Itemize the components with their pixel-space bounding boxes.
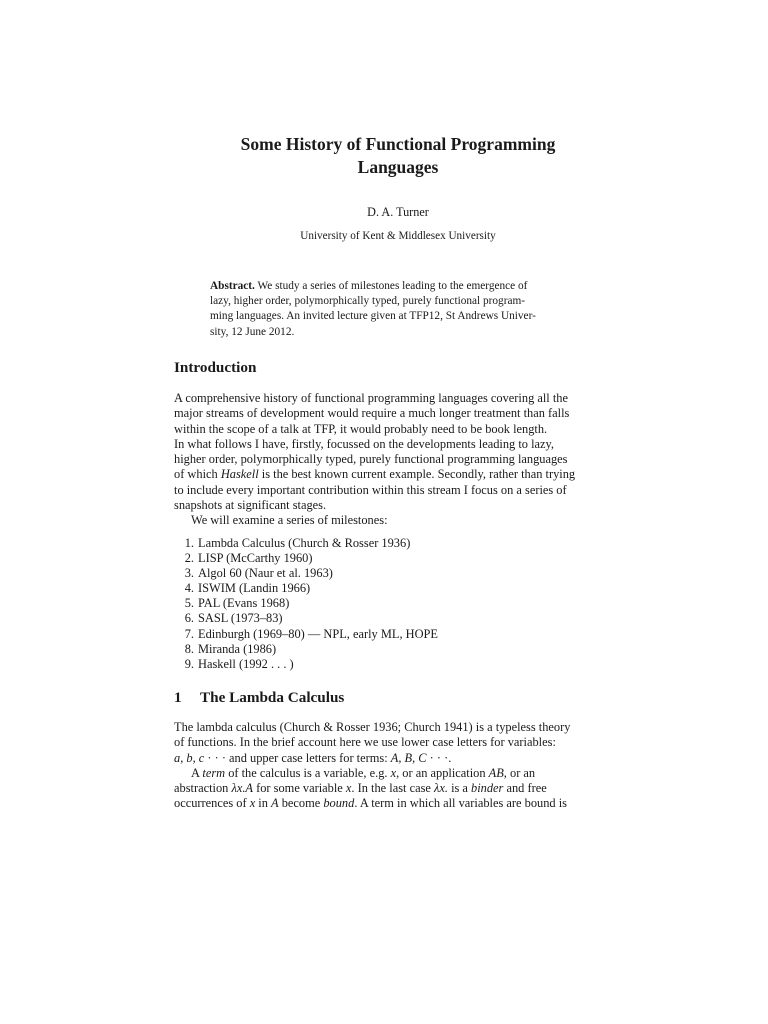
text-line: A comprehensive history of functional programming languages covering all the [174,391,568,405]
text-line: of functions. In the brief account here we use lower case letters for variables: [174,735,556,750]
text-run: is a [447,781,472,796]
list-item [174,657,438,672]
text-line [174,781,622,796]
text-line: major streams of development would require a much longer treatment than falls [174,406,570,421]
paper-title [174,133,622,179]
list-number: 5. [184,596,194,611]
list-item [174,551,438,566]
math-terms: A, B, C [390,750,427,765]
text-run: become [278,796,324,811]
text-line: to include every important contribution within this stream I focus on a series of [174,482,567,497]
math-var: x [345,781,352,796]
list-number: 9. [184,656,194,671]
text-run: A [191,765,203,780]
math-var: x [390,765,397,780]
list-text: Algol 60 (Naur et al. 1963) [198,566,333,581]
list-text: LISP (McCarthy 1960) [198,551,313,566]
section-title: The Lambda Calculus [200,689,345,706]
text-line [174,467,622,482]
math-term: A [271,796,279,811]
text-run: , or an application [396,765,489,780]
text-run: . A term in which all variables are bound is [354,796,567,811]
text-run: of the calculus is a variable, e.g. [225,765,391,780]
list-item [174,566,438,581]
term-emphasis: term [202,765,226,780]
abstract-label: Abstract. [210,280,255,292]
abstract-line: We study a series of milestones leading to the emergence of [254,280,528,292]
math-vars: a, b, c [174,750,205,765]
text-line [174,796,622,811]
text-run: . In the last case [351,781,434,796]
bound-emphasis: bound [323,796,355,811]
list-number: 1. [184,536,194,550]
text-line: snapshots at significant stages. [174,498,327,513]
list-number: 2. [184,551,194,566]
abstract-line: ming languages. An invited lecture given at TFP12, St Andrews Univer- [210,310,536,323]
list-item [174,627,438,642]
text-run: and free [503,781,547,796]
text-line: In what follows I have, firstly, focussed on the developments leading to lazy, [174,436,554,451]
text-line: higher order, polymorphically typed, purely functional programming languages [174,452,568,467]
text-line: The lambda calculus (Church & Rosser 1936; Church 1941) is a typeless theory [174,720,571,734]
list-item [174,642,438,657]
text-run: of which [174,467,221,482]
text-run: , or an [503,765,536,780]
list-item [174,596,438,611]
list-text: Miranda (1986) [198,641,277,656]
abstract [210,279,586,340]
list-text: Lambda Calculus (Church & Rosser 1936) [198,536,411,550]
intro-heading: Introduction [174,359,257,376]
title-line-2: Languages [357,157,439,177]
text-run: · · ·. [426,750,452,765]
text-run: occurrences of [174,796,250,811]
list-number: 6. [184,611,194,626]
intro-paragraph-1 [174,391,622,529]
math-abstraction: λx.A [231,781,254,796]
text-run: abstraction [174,781,232,796]
text-run: in [255,796,272,811]
section-1-paragraph-1 [174,720,622,812]
author-name: D. A. Turner [367,205,429,219]
binder-emphasis: binder [471,781,504,796]
list-number: 3. [184,566,194,581]
text-line [174,751,622,766]
text-line [174,766,622,781]
intro-paragraph-2: We will examine a series of milestones: [191,513,388,528]
text-run: · · · and upper case letters for terms: [204,750,391,765]
section-number: 1 [174,689,182,706]
text-line: within the scope of a talk at TFP, it would probably need to be book length. [174,421,548,436]
text-run: for some variable [253,781,346,796]
list-text: SASL (1973–83) [198,611,283,626]
list-item [174,581,438,596]
author-affiliation: University of Kent & Middlesex University [300,230,496,242]
list-number: 7. [184,626,194,641]
math-term: AB [488,765,504,780]
abstract-line: sity, 12 June 2012. [210,325,295,338]
list-item [174,611,438,626]
list-number: 4. [184,581,194,596]
haskell-emphasis: Haskell [220,467,259,482]
list-number: 8. [184,641,194,656]
math-var: x [249,796,256,811]
math-binder: λx. [434,781,448,796]
list-text: Edinburgh (1969–80) — NPL, early ML, HOPE [198,626,438,641]
list-text: PAL (Evans 1968) [198,596,290,611]
list-item [174,536,438,551]
text-run: is the best known current example. Secondly, rather than trying [258,467,576,482]
list-text: Haskell (1992 . . . ) [198,656,294,671]
milestones-list [174,536,438,672]
title-line-1: Some History of Functional Programming [240,134,556,154]
abstract-line: lazy, higher order, polymorphically typed, purely functional program- [210,295,526,308]
list-text: ISWIM (Landin 1966) [198,581,311,596]
section-1-heading [174,689,344,707]
